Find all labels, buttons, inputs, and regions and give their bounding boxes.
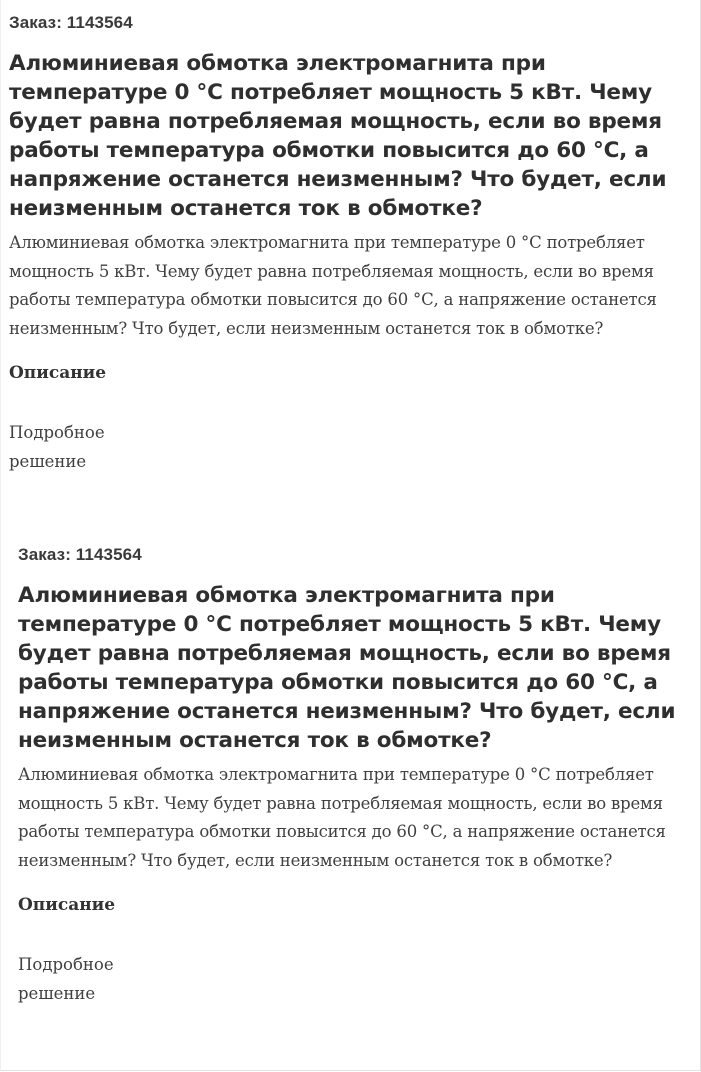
order-number: Заказ: 1143564 [18,545,142,564]
task-title: Алюминиевая обмотка электромагнита при температуре 0 °С потребляет мощность 5 кВт. Чему будет равна потребляемая мощность, если во время работы температура обмотки повысится до 60 °С, а напряжение останется неизменным? Что будет, если неизменным останется ток в обмотке? [18,583,676,753]
order-card-1 [9,0,699,476]
description-heading: Описание [18,895,116,915]
order-card-2 [18,532,700,1008]
task-text: Алюминиевая обмотка электромагнита при температуре 0 °С потребляет мощность 5 кВт. Чему будет равна потребляемая мощность, если во время работы температура обмотки повысится до 60 °С, а напряжение останется неизменным? Что будет, если неизменным останется ток в обмотке? [18,765,666,870]
task-title: Алюминиевая обмотка электромагнита при температуре 0 °С потребляет мощность 5 кВт. Чему будет равна потребляемая мощность, если во время работы температура обмотки повысится до 60 °С, а напряжение останется неизменным? Что будет, если неизменным останется ток в обмотке? [9,51,667,221]
detailed-solution-link[interactable]: Подробное решение [18,955,114,1003]
detailed-solution-link[interactable]: Подробное решение [9,423,105,471]
description-heading: Описание [9,363,107,383]
order-number: Заказ: 1143564 [9,13,133,32]
task-text: Алюминиевая обмотка электромагнита при температуре 0 °С потребляет мощность 5 кВт. Чему будет равна потребляемая мощность, если во время работы температура обмотки повысится до 60 °С, а напряжение останется неизменным? Что будет, если неизменным останется ток в обмотке? [9,233,657,338]
